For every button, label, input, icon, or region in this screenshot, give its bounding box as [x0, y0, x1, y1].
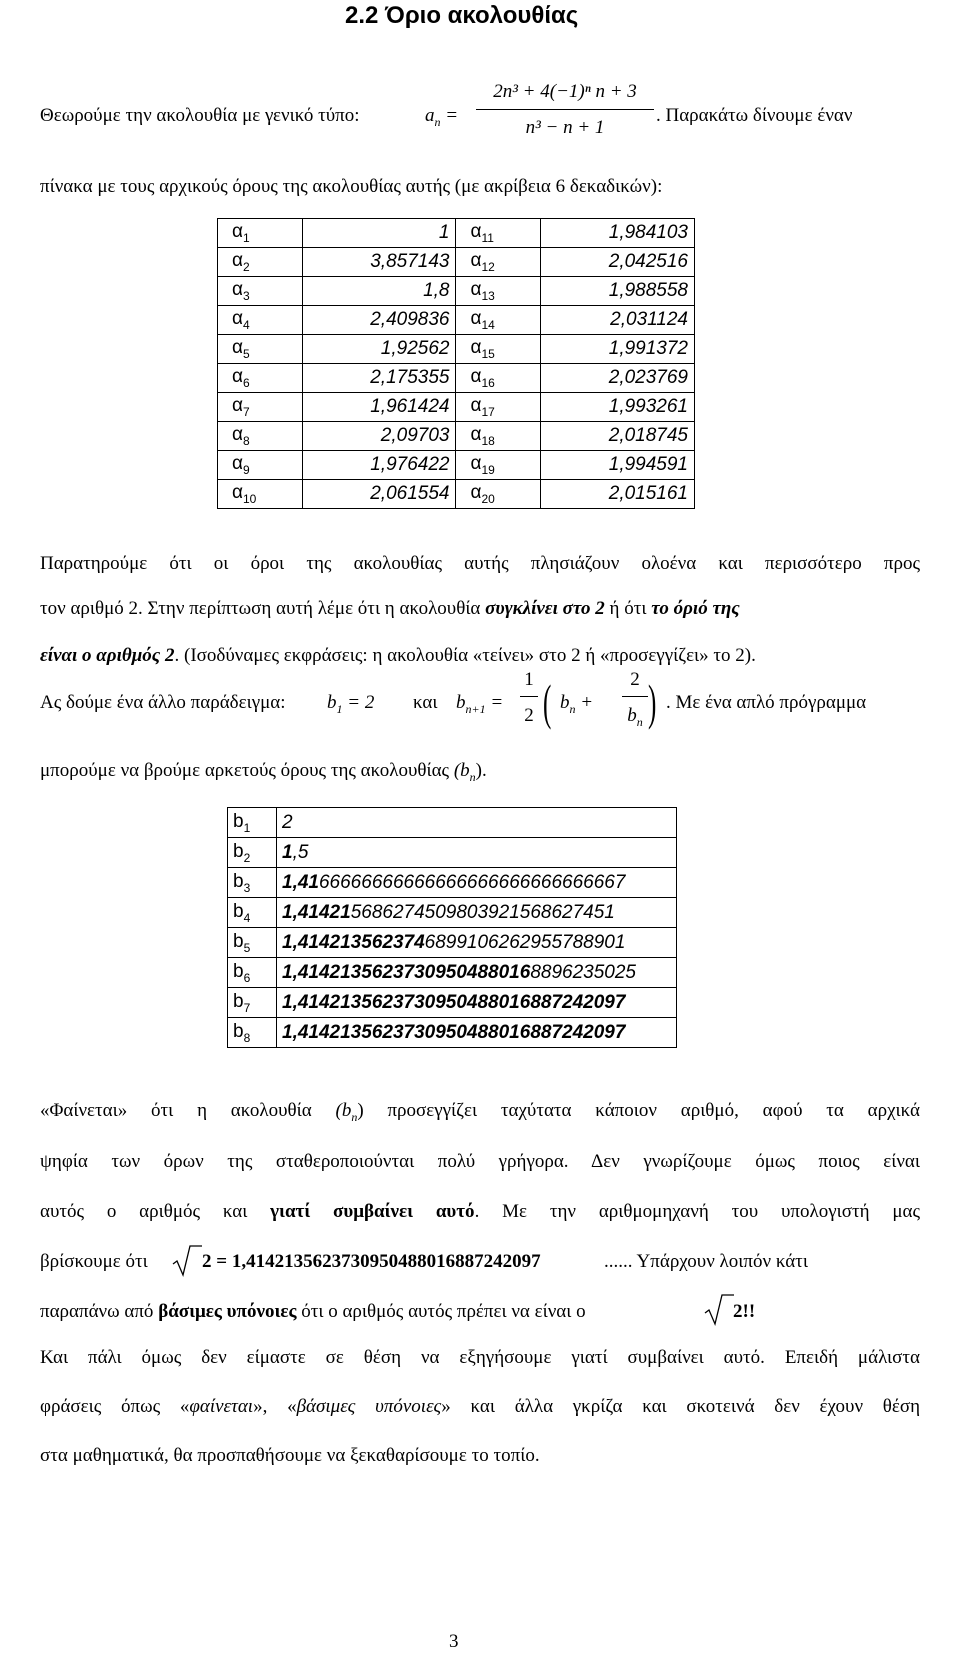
term-index: 16 — [481, 375, 495, 390]
p3-l7e: » και άλλα γκρίζα και σκοτεινά δεν έχουν θέση — [441, 1396, 921, 1417]
b-value-cell — [277, 958, 677, 988]
table-row — [228, 988, 677, 1018]
term-symbol: 1 — [438, 222, 450, 243]
term-symbol: 1,988558 — [608, 280, 688, 301]
table-row — [228, 1018, 677, 1048]
converges-phrase: συγκλίνει στο 2 — [485, 598, 605, 619]
term-symbol: b — [233, 1020, 244, 1042]
b1-eq: = 2 — [347, 692, 375, 713]
a-value-cell — [302, 248, 456, 277]
term-symbol: 2,175355 — [370, 367, 450, 388]
para2-line1: Παρατηρούμε ότι οι όροι της ακολουθίας αυτής πλησιάζουν ολοένα και περισσότερο προς — [40, 553, 920, 574]
para2-line2 — [40, 597, 920, 621]
sqrt-sign-2 — [704, 1293, 734, 1327]
term-symbol: α — [470, 424, 482, 446]
term-symbol: 1,92562 — [380, 338, 450, 359]
table-row — [218, 219, 695, 248]
two-den-sub: n — [636, 714, 643, 729]
table-row — [218, 364, 695, 393]
term-symbol: α — [470, 308, 482, 330]
stable-digits: 1,4142135623730950488016 — [282, 961, 531, 983]
two-den-symbol: b — [627, 705, 637, 726]
p3-l3c: . Με την αριθμομηχανή του υπολογιστή μας — [474, 1201, 921, 1222]
term-index: 4 — [242, 317, 250, 332]
a-label-cell — [218, 393, 303, 422]
term-symbol: 1,991372 — [608, 338, 688, 359]
term-index: 6 — [242, 375, 250, 390]
term-symbol: 2,09703 — [380, 425, 450, 446]
para3-line8: στα μαθηματικά, θα προσπαθήσουμε να ξεκαθαρίσουμε το τοπίο. — [40, 1445, 540, 1466]
a-value-cell — [541, 335, 695, 364]
p3-bn-sub: n — [351, 1109, 358, 1124]
term-index: 3 — [243, 880, 251, 895]
a-label-cell — [456, 393, 541, 422]
table-row — [228, 808, 677, 838]
para3-line2: ψηφία των όρων της σταθεροποιούνται πολύ γρήγορα. Δεν γνωρίζουμε όμως ποιος είναι — [40, 1151, 920, 1172]
term-index: 11 — [481, 230, 494, 245]
remaining-digits: 66666666666666666666666666667 — [318, 871, 626, 893]
term-symbol: 2,061554 — [370, 483, 450, 504]
term-symbol: α — [470, 482, 482, 504]
b-value-cell — [277, 868, 677, 898]
formula-equals: = — [445, 105, 459, 126]
a-value-cell — [302, 306, 456, 335]
para3-line1 — [40, 1099, 920, 1129]
para3-line6: Και πάλι όμως δεν είμαστε σε θέση να εξηγήσουμε γιατί συμβαίνει αυτό. Επειδή μάλιστα — [40, 1347, 920, 1368]
bn1-symbol: b — [456, 692, 466, 713]
term-index: 15 — [481, 346, 495, 361]
intro-trail: . Παρακάτω δίνουμε έναν — [656, 105, 853, 126]
p3-l4a: βρίσκουμε ότι — [40, 1251, 148, 1272]
term-symbol: 2,409836 — [370, 309, 450, 330]
bn1-def — [456, 691, 503, 721]
b-value-cell — [277, 928, 677, 958]
b-label-cell — [228, 958, 277, 988]
a-value-cell — [302, 335, 456, 364]
limit-is-two: είναι ο αριθμός 2 — [40, 645, 175, 666]
a-label-cell — [456, 335, 541, 364]
half-num: 1 — [524, 669, 534, 690]
b1-sub: 1 — [336, 701, 343, 716]
term-index: 7 — [243, 1000, 251, 1015]
stable-digits: 1,414213562374 — [282, 931, 425, 953]
sqrt-sign-1 — [172, 1244, 202, 1278]
term-index: 2 — [243, 850, 251, 865]
para3-line3 — [40, 1200, 920, 1224]
p3-l1a: «Φαίνεται» ότι η ακολουθία — [40, 1100, 312, 1121]
a-label-cell — [218, 451, 303, 480]
term-symbol: b — [233, 930, 244, 952]
a-value-cell — [541, 364, 695, 393]
table-row — [218, 277, 695, 306]
p3-l3a: αυτός ο αριθμός και — [40, 1201, 271, 1222]
b-value-cell — [277, 808, 677, 838]
term-symbol: b — [233, 840, 244, 862]
why-phrase: γιατί συμβαίνει αυτό — [270, 1201, 475, 1222]
a-label-cell — [218, 248, 303, 277]
term-symbol: 1,994591 — [608, 454, 688, 475]
term-index: 17 — [481, 404, 495, 419]
kai-word: και — [413, 692, 438, 713]
term-symbol: 2,018745 — [608, 425, 688, 446]
table-row — [218, 393, 695, 422]
term-symbol: 1,8 — [423, 280, 450, 301]
term-symbol: 1,976422 — [370, 454, 450, 475]
a-label-cell — [218, 306, 303, 335]
term-symbol: 2,023769 — [608, 367, 688, 388]
sqrt2-final — [733, 1300, 755, 1324]
stable-digits: 1 — [282, 841, 293, 863]
bn-seq-open: (b — [453, 760, 470, 781]
term-symbol: α — [232, 395, 243, 417]
paren-left: ( — [543, 674, 552, 730]
stable-digits: 1,41 — [282, 871, 319, 893]
para2-line5 — [40, 759, 487, 789]
table-row — [228, 928, 677, 958]
a-label-cell — [456, 219, 541, 248]
bn-seq-sub: n — [469, 769, 476, 784]
sqrt2-final-num: 2 — [733, 1301, 743, 1322]
a-value-cell — [302, 393, 456, 422]
table-row — [228, 898, 677, 928]
term-index: 1 — [242, 230, 250, 245]
bn-seq-close: ). — [475, 760, 487, 781]
term-index: 13 — [481, 288, 495, 303]
term-symbol: b — [233, 960, 244, 982]
term-index: 19 — [481, 462, 495, 477]
p3-l7a: φράσεις όπως « — [40, 1396, 190, 1417]
table-row — [218, 335, 695, 364]
remaining-digits: 6899106262955788901 — [424, 931, 626, 953]
term-index: 10 — [242, 491, 257, 506]
stable-digits: 1,4142135623730950488016887242097 — [282, 991, 626, 1013]
bn-term — [560, 691, 593, 721]
a-value-cell — [541, 248, 695, 277]
formula-lhs-sub: n — [434, 114, 441, 129]
term-symbol: 1,993261 — [608, 396, 688, 417]
b-value-cell — [277, 988, 677, 1018]
plus-sign: + — [580, 692, 594, 713]
term-symbol: α — [232, 250, 243, 272]
term-symbol: α — [232, 424, 243, 446]
term-symbol: α — [470, 337, 482, 359]
term-symbol: α — [470, 453, 482, 475]
term-index: 18 — [481, 433, 495, 448]
a-value-cell — [541, 393, 695, 422]
b-value-cell — [277, 1018, 677, 1048]
remaining-digits: 5686274509803921568627451 — [350, 901, 615, 923]
stable-digits: 1,4142135623730950488016887242097 — [282, 1021, 626, 1043]
a-value-cell — [302, 451, 456, 480]
term-index: 9 — [242, 462, 250, 477]
term-symbol: b — [233, 810, 244, 832]
para2-l2a: τον αριθμό 2. Στην περίπτωση αυτή λέμε ότι η ακολουθία — [40, 598, 486, 619]
a-value-cell — [302, 480, 456, 509]
p3-l7b: φαίνεται — [189, 1396, 254, 1417]
formula-lhs-symbol: a — [425, 105, 435, 126]
two-den — [622, 704, 648, 734]
intro-lead: Θεωρούμε την ακολουθία με γενικό τύπο: — [40, 105, 360, 126]
remaining-digits: 2 — [282, 811, 293, 833]
exclaim: !! — [742, 1301, 756, 1322]
term-symbol: 2,015161 — [608, 483, 688, 504]
term-index: 5 — [243, 940, 251, 955]
term-symbol: α — [470, 279, 482, 301]
b-label-cell — [228, 838, 277, 868]
table-row — [218, 480, 695, 509]
formula-bar — [476, 109, 654, 110]
page-number: 3 — [449, 1631, 459, 1652]
a-value-cell — [302, 277, 456, 306]
term-symbol: α — [232, 221, 243, 243]
para3-line7 — [40, 1395, 920, 1419]
a-value-cell — [302, 364, 456, 393]
term-index: 2 — [242, 259, 250, 274]
term-index: 7 — [242, 404, 250, 419]
a-label-cell — [218, 335, 303, 364]
bn-sub: n — [569, 701, 576, 716]
term-symbol: b — [233, 870, 244, 892]
a-label-cell — [456, 480, 541, 509]
a-label-cell — [218, 219, 303, 248]
p3-l7d: βάσιμες υπόνοιες — [296, 1396, 442, 1417]
two-bar — [622, 696, 648, 697]
term-symbol: 1,961424 — [370, 396, 450, 417]
a-value-cell — [541, 219, 695, 248]
sequence-b-table — [227, 807, 677, 1048]
half-bar — [520, 696, 538, 697]
term-symbol: α — [470, 366, 482, 388]
a-value-cell — [541, 480, 695, 509]
remaining-digits: ,5 — [292, 841, 309, 863]
term-index: 8 — [242, 433, 250, 448]
bn-symbol: b — [560, 692, 570, 713]
formula-denominator: n³ − n + 1 — [525, 117, 605, 138]
page-title: 2.2 Όριο ακολουθίας — [345, 2, 579, 29]
b-label-cell — [228, 1018, 277, 1048]
b-label-cell — [228, 928, 277, 958]
paren-right: ) — [648, 674, 657, 730]
para3-line5 — [40, 1300, 586, 1324]
sqrt2-value: 2 = 1,4142135623730950488016887242097 — [202, 1251, 541, 1272]
term-symbol: α — [232, 482, 243, 504]
stable-digits: 1,41421 — [282, 901, 351, 923]
term-symbol: α — [232, 279, 243, 301]
a-label-cell — [456, 277, 541, 306]
b1-def — [327, 691, 374, 721]
para2-l5a: μπορούμε να βρούμε αρκετούς όρους της ακολουθίας — [40, 760, 450, 781]
term-symbol: α — [232, 366, 243, 388]
a-value-cell — [541, 422, 695, 451]
term-symbol: b — [233, 990, 244, 1012]
term-index: 12 — [481, 259, 495, 274]
term-symbol: 1,984103 — [608, 222, 688, 243]
term-index: 4 — [243, 910, 251, 925]
a-label-cell — [456, 306, 541, 335]
p3-l4c: ...... Υπάρχουν λοιπόν κάτι — [604, 1251, 808, 1272]
bn1-sub: n+1 — [465, 701, 486, 716]
p3-l7c: », « — [253, 1396, 297, 1417]
term-symbol: α — [470, 395, 482, 417]
a-label-cell — [456, 248, 541, 277]
table-row — [218, 248, 695, 277]
formula-lhs — [425, 104, 458, 134]
basimes-phrase: βάσιμες υπόνοιες — [158, 1301, 297, 1322]
term-symbol: α — [232, 337, 243, 359]
b-value-cell — [277, 838, 677, 868]
p3-bn-close: ) — [357, 1100, 364, 1121]
table-row — [218, 451, 695, 480]
a-value-cell — [541, 277, 695, 306]
intro-line2: πίνακα με τους αρχικούς όρους της ακολουθίας αυτής (με ακρίβεια 6 δεκαδικών): — [40, 176, 663, 197]
p3-l5a: παραπάνω από — [40, 1301, 159, 1322]
term-index: 5 — [242, 346, 250, 361]
para2-l3b: . (Ισοδύναμες εκφράσεις: η ακολουθία «τείνει» στο 2 ή «προσεγγίζει» το 2). — [174, 645, 756, 666]
p3-l5c: ότι ο αριθμός αυτός πρέπει να είναι ο — [296, 1301, 586, 1322]
term-symbol: α — [232, 453, 243, 475]
two-num: 2 — [630, 669, 640, 690]
table-row — [228, 868, 677, 898]
table-row — [228, 838, 677, 868]
a-value-cell — [541, 451, 695, 480]
example-trail: . Με ένα απλό πρόγραμμα — [666, 692, 867, 713]
term-symbol: α — [470, 250, 482, 272]
para2-l2c: ή ότι — [604, 598, 652, 619]
term-symbol: b — [233, 900, 244, 922]
term-symbol: 3,857143 — [370, 251, 450, 272]
term-index: 3 — [242, 288, 250, 303]
a-label-cell — [456, 451, 541, 480]
term-symbol: 2,031124 — [610, 309, 688, 330]
b-label-cell — [228, 868, 277, 898]
term-index: 20 — [481, 491, 495, 506]
a-value-cell — [541, 306, 695, 335]
remaining-digits: 8896235025 — [530, 961, 636, 983]
example-lead: Ας δούμε ένα άλλο παράδειγμα: — [40, 692, 286, 713]
b-label-cell — [228, 988, 277, 1018]
a-value-cell — [302, 422, 456, 451]
b-label-cell — [228, 808, 277, 838]
b1-symbol: b — [327, 692, 337, 713]
p3-bn-open: (b — [335, 1100, 352, 1121]
term-symbol: 2,042516 — [608, 251, 688, 272]
term-index: 1 — [243, 820, 251, 835]
para2-line3 — [40, 644, 756, 668]
term-index: 8 — [243, 1030, 251, 1045]
a-label-cell — [456, 364, 541, 393]
sequence-a-table — [217, 218, 695, 509]
table-row — [218, 306, 695, 335]
term-index: 14 — [481, 317, 495, 332]
table-row — [228, 958, 677, 988]
bn1-eq: = — [490, 692, 504, 713]
a-label-cell — [218, 480, 303, 509]
term-symbol: α — [470, 221, 482, 243]
b-value-cell — [277, 898, 677, 928]
a-label-cell — [218, 364, 303, 393]
formula-numerator: 2n³ + 4(−1)ⁿ n + 3 — [493, 81, 637, 102]
b-label-cell — [228, 898, 277, 928]
a-label-cell — [456, 422, 541, 451]
term-index: 6 — [243, 970, 251, 985]
half-den: 2 — [524, 705, 534, 726]
term-symbol: α — [232, 308, 243, 330]
p3-l1d: προσεγγίζει ταχύτατα κάποιον αριθμό, αφού τα αρχικά — [387, 1100, 920, 1121]
a-value-cell — [302, 219, 456, 248]
limit-phrase: το όριό της — [651, 598, 740, 619]
table-row — [218, 422, 695, 451]
a-label-cell — [218, 422, 303, 451]
a-label-cell — [218, 277, 303, 306]
